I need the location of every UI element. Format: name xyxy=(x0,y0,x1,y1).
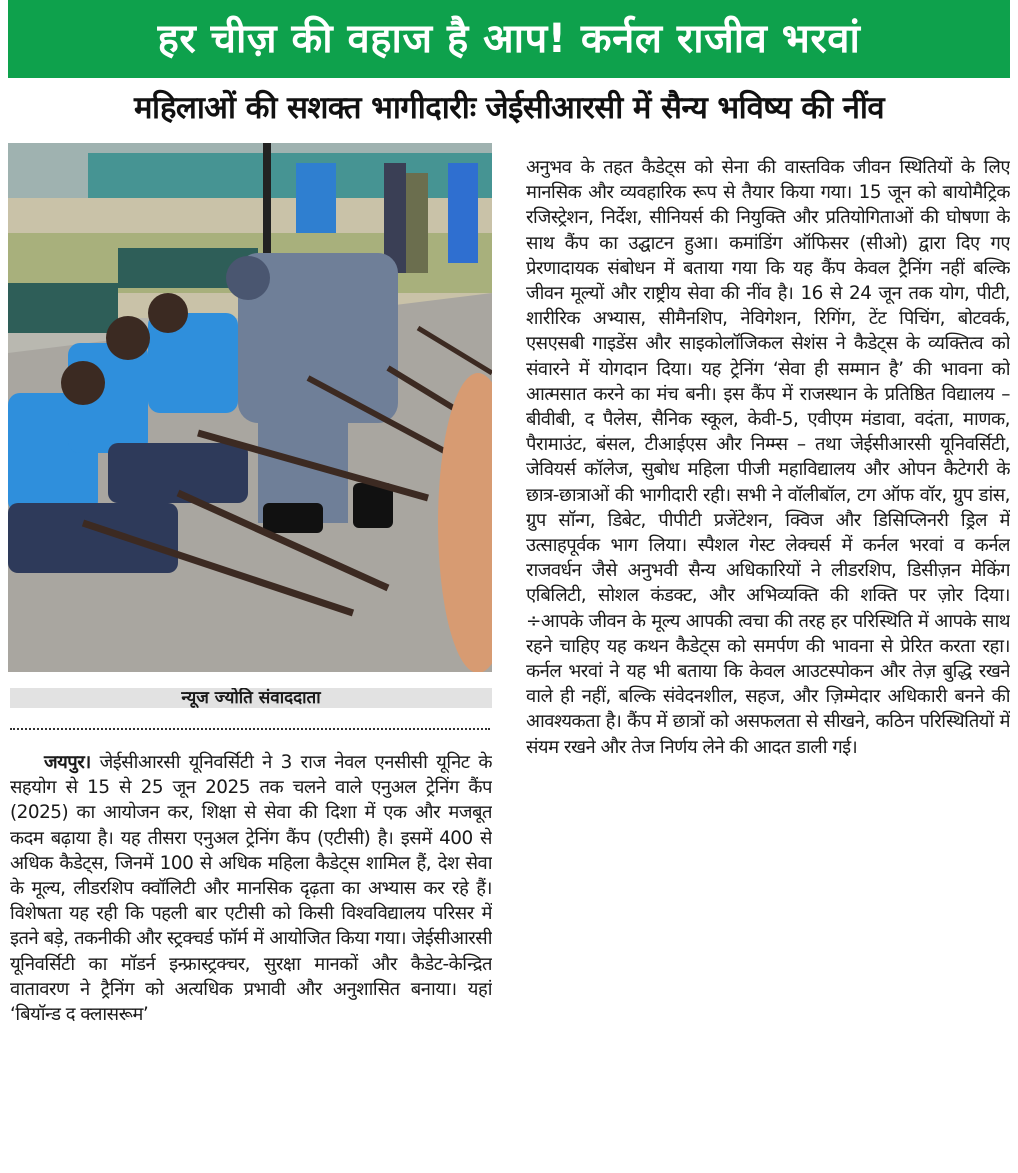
kicker-banner xyxy=(8,0,1010,78)
article-column-left xyxy=(10,750,492,1173)
article-paragraph-right: अनुभव के तहत कैडेट्स को सेना की वास्तविक जीवन स्थितियों के लिए मानसिक और व्यवहारिक रूप से तैयार किया गया। 15 जून को बायोमैट्रिक रजिस्ट्रेशन, निर्देश, सीनियर्स की नियुक्ति और प्रतियोगिताओं की घोषणा के साथ कैंप का उद्घाटन हुआ। कमांडिंग ऑफिसर (सीओ) द्वारा दिए गए प्रेरणादायक संबोधन में बताया गया कि यह कैंप केवल ट्रैनिंग नहीं बल्कि जीवन मूल्यों और राष्ट्रीय सेवा की नींव है। 16 से 24 जून तक योग, पीटी, शारीरिक अभ्यास, सीमैनशिप, नेविगेशन, रिगिंग, टेंट पिचिंग, बोटवर्क, एसएसबी गाइडेंस और साइकोलॉजिकल सेशंस ने कैडेट्स के व्यक्तित्व को संवारने में योगदान दिया। यह ट्रेनिंग ‘सेवा ही सम्मान है’ की भावना को आत्मसात करने का मंच बनी। इस कैंप में राजस्थान के प्रतिष्ठित विद्यालय – बीवीबी, द पैलेस, सैनिक स्कूल, केवी-5, एवीएम मंडावा, वदंता, माणक, पैरामाउंट, बंसल, टीआईएस और निम्म्स – तथा जेईसीआरसी यूनिवर्सिटी, जेवियर्स कॉलेज, सुबोध महिला पीजी महाविद्यालय और ओपन कैटेगरी के छात्र-छात्राओं की भागीदारी रही। सभी ने वॉलीबॉल, टग ऑफ वॉर, ग्रुप डांस, ग्रुप सॉन्ग, डिबेट, पीपीटी प्रजेंटेशन, क्विज और डिसिप्लिनरी ड्रिल में उत्साहपूर्वक भाग लिया। स्पैशल गेस्ट लेक्चर्स में कर्नल भरवां व कर्नल राजवर्धन जैसे अनुभवी सैन्य अधिकारियों ने लीडरशिप, डिसीज़न मेकिंग एबिलिटी, सोशल कंडक्ट, और अभिव्यक्ति की शक्ति पर ज़ोर दिया। ÷आपके जीवन के मूल्य आपकी त्वचा की तरह हर परिस्थिति में आपके साथ रहने चाहिए यह कथन कैडेट्स को समर्पण की भावना से प्रेरित करता रहा। कर्नल भरवां ने यह भी बताया कि केवल आउटस्पोकन और तेज़ बुद्धि रखने वाले ही नहीं, बल्कि संवेदनशील, सहज, और ज़िम्मेदार अधिकारी बनने की आवश्यकता है। कैंप में छात्रों को असफलता से सीखने, कठिन परिस्थितियों में संयम रखने और तेज निर्णय लेने की आदत डाली गई। xyxy=(526,157,1010,758)
byline-text: न्यूज ज्योति संवाददाता xyxy=(181,688,321,708)
article-text-left: जेईसीआरसी यूनिवर्सिटी ने 3 राज नेवल एनसीसी यूनिट के सहयोग से 15 से 25 जून 2025 तक चलने वाले एनुअल ट्रेनिंग कैंप (2025) का आयोजन कर, शिक्षा से सेवा की दिशा में एक और मजबूत कदम बढ़ाया है। यह तीसरा एनुअल ट्रेनिंग कैंप (एटीसी) है। इसमें 400 से अधिक कैडेट्स, जिनमें 100 से अधिक महिला कैडेट्स शामिल हैं, देश सेवा के मूल्य, लीडरशिप क्वॉलिटी और मानसिक दृढ़ता का अभ्यास कर रहे हैं। विशेषता यह रही कि पहली बार एटीसी को किसी विश्वविद्यालय परिसर में इतने बड़े, तकनीकी और स्ट्रक्चर्ड फॉर्म में आयोजित किया गया। जेईसीआरसी यूनिवर्सिटी का मॉडर्न इन्फ्रास्ट्रक्चर, सुरक्षा मानकों और कैडेट-केन्द्रित वातावरण ने ट्रैनिंग को अत्यधिक प्रभावी और अनुशासित बनाया। यहां ‘बियॉन्ड द क्लासरूम’ xyxy=(10,752,492,1026)
byline xyxy=(10,688,492,708)
article-column-right xyxy=(526,155,1010,1173)
article-paragraph-left xyxy=(10,750,492,1027)
headline xyxy=(8,82,1010,134)
headline-text: महिलाओं की सशक्त भागीदारीः जेईसीआरसी में सैन्य भविष्य की नींव xyxy=(134,90,884,126)
dateline: जयपुर। xyxy=(44,752,91,773)
news-photo xyxy=(8,143,492,672)
byline-divider xyxy=(10,728,490,730)
kicker-text: हर चीज़ की वहाज है आप! कर्नल राजीव भरवां xyxy=(157,16,861,62)
cadets-rifle-training-photo-icon xyxy=(8,143,492,672)
